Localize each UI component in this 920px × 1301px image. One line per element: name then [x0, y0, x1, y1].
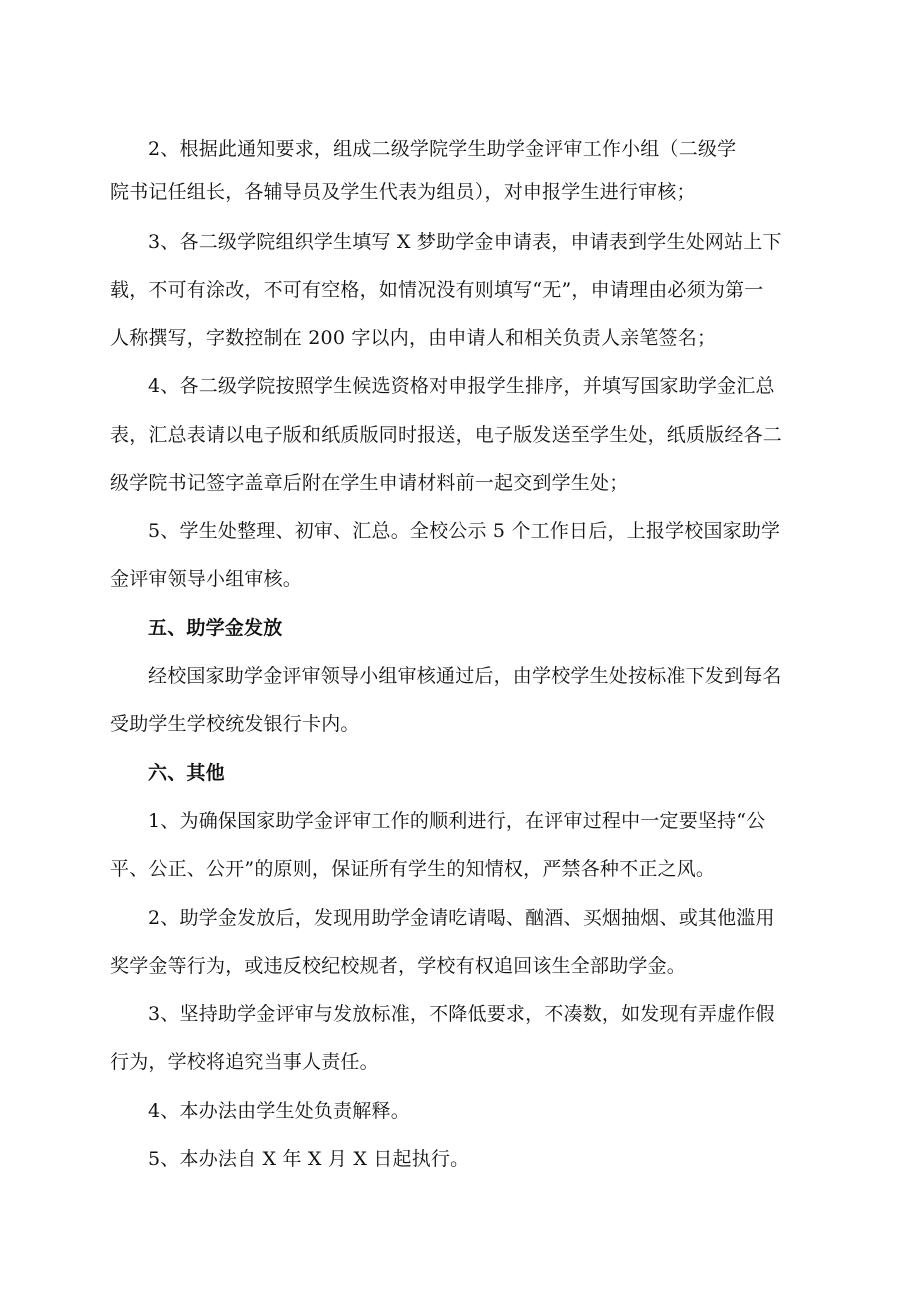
paragraph-3-line-1: 3、各二级学院组织学生填写 X 梦助学金申请表，申请表到学生处网站上下 — [148, 231, 782, 253]
section-5-line-1: 经校国家助学金评审领导小组审核通过后，由学校学生处按标准下发到每名 — [148, 665, 782, 687]
section-6-item-5-line-1: 5、本办法自 X 年 X 月 X 日起执行。 — [148, 1148, 470, 1170]
paragraph-2-line-1: 2、根据此通知要求，组成二级学院学生助学金评审工作小组（二级学 — [148, 138, 737, 160]
paragraph-3-line-2: 载，不可有涂改，不可有空格，如情况没有则填写“无”，申请理由必须为第一 — [110, 279, 764, 301]
paragraph-5-line-1: 5、学生处整理、初审、汇总。全校公示 5 个工作日后，上报学校国家助学 — [148, 520, 781, 542]
section-6-item-2-line-2: 奖学金等行为，或违反校纪校规者，学校有权追回该生全部助学金。 — [110, 955, 687, 977]
paragraph-4-line-1: 4、各二级学院按照学生候选资格对申报学生排序，并填写国家助学金汇总 — [148, 375, 775, 397]
section-5-line-2: 受助学生学校统发银行卡内。 — [110, 713, 360, 735]
section-5-heading: 五、助学金发放 — [148, 617, 283, 639]
paragraph-3-line-3: 人称撰写，字数控制在 200 字以内，由申请人和相关负责人亲笔签名； — [110, 327, 717, 349]
section-6-heading: 六、其他 — [148, 762, 225, 784]
paragraph-4-line-2: 表，汇总表请以电子版和纸质版同时报送，电子版发送至学生处，纸质版经各二 — [110, 424, 783, 446]
section-6-item-1-line-1: 1、为确保国家助学金评审工作的顺利进行，在评审过程中一定要坚持“公 — [148, 810, 766, 832]
paragraph-2-line-2: 院书记任组长，各辅导员及学生代表为组员），对申报学生进行审核； — [110, 181, 696, 203]
paragraph-4-line-3: 级学院书记签字盖章后附在学生申请材料前一起交到学生处； — [110, 472, 629, 494]
section-6-item-3-line-1: 3、坚持助学金评审与发放标准，不降低要求，不凑数，如发现有弄虚作假 — [148, 1003, 775, 1025]
section-6-item-1-line-2: 平、公正、公开”的原则，保证所有学生的知情权，严禁各种不正之风。 — [110, 858, 716, 880]
section-6-item-4-line-1: 4、本办法由学生处负责解释。 — [148, 1100, 410, 1122]
section-6-item-2-line-1: 2、助学金发放后，发现用助学金请吃请喝、酗酒、买烟抽烟、或其他滥用 — [148, 907, 775, 929]
paragraph-5-line-2: 金评审领导小组审核。 — [110, 568, 303, 590]
section-6-item-3-line-2: 行为，学校将追究当事人责任。 — [110, 1051, 379, 1073]
